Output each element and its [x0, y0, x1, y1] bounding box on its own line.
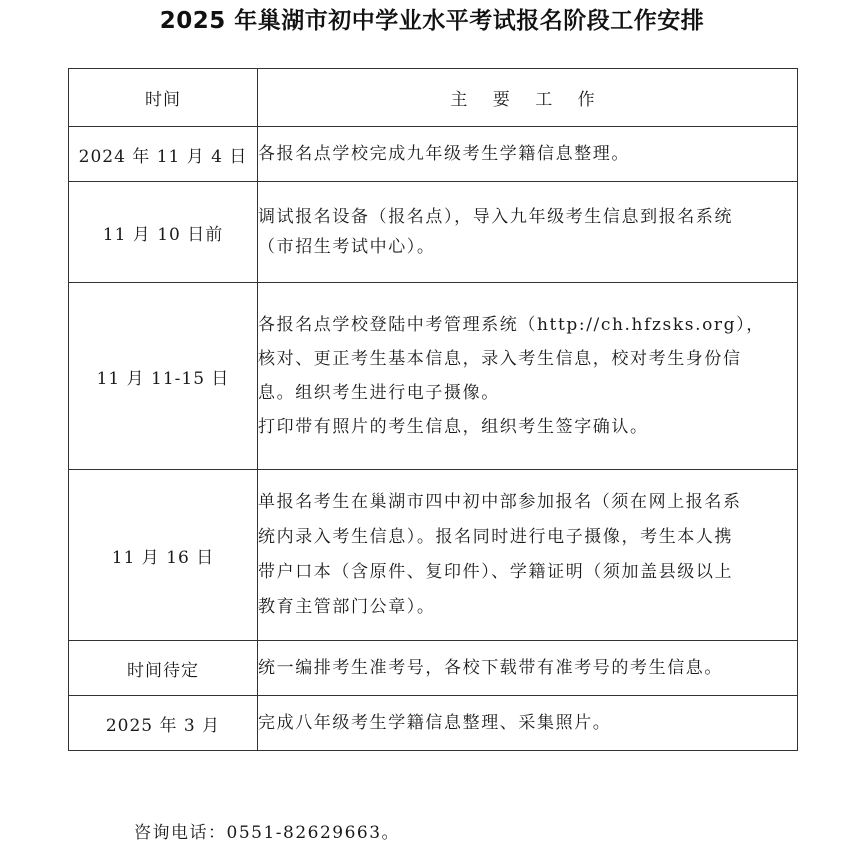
work-line: 统内录入考生信息）。报名同时进行电子摄像，考生本人携 — [258, 527, 734, 547]
row-time: 2025 年 3 月 — [69, 696, 258, 751]
work-line: 核对、更正考生基本信息，录入考生信息，校对考生身份信 — [258, 349, 742, 369]
work-line: 打印带有照片的考生信息，组织考生签字确认。 — [258, 417, 649, 437]
row-time: 11 月 11-15 日 — [69, 283, 258, 470]
work-line: 各报名点学校登陆中考管理系统（http://ch.hfzsks.org）， — [258, 315, 765, 335]
work-line: 完成八年级考生学籍信息整理、采集照片。 — [258, 713, 612, 733]
row-work — [258, 696, 798, 751]
work-line: 统一编排考生准考号，各校下载带有准考号的考生信息。 — [258, 658, 723, 678]
row-time: 11 月 10 日前 — [69, 182, 258, 283]
work-line: （市招生考试中心）。 — [258, 237, 436, 257]
table-header-row — [69, 69, 798, 127]
table-row — [69, 641, 798, 696]
column-header-work: 主 要 工 作 — [258, 69, 798, 127]
row-work — [258, 283, 798, 470]
schedule-table — [68, 68, 798, 751]
work-line: 教育主管部门公章）。 — [258, 597, 436, 617]
work-line: 息。组织考生进行电子摄像。 — [258, 383, 500, 403]
row-work — [258, 641, 798, 696]
row-time: 时间待定 — [69, 641, 258, 696]
table-row — [69, 696, 798, 751]
work-line: 调试报名设备（报名点），导入九年级考生信息到报名系统 — [258, 207, 734, 227]
table-row — [69, 283, 798, 470]
row-time: 11 月 16 日 — [69, 470, 258, 641]
contact-phone: 咨询电话：0551-82629663。 — [134, 823, 401, 843]
row-work — [258, 182, 798, 283]
row-time: 2024 年 11 月 4 日 — [69, 127, 258, 182]
table-row — [69, 182, 798, 283]
table-row — [69, 470, 798, 641]
row-work — [258, 127, 798, 182]
work-line: 各报名点学校完成九年级考生学籍信息整理。 — [258, 144, 630, 164]
work-line: 单报名考生在巢湖市四中初中部参加报名（须在网上报名系 — [258, 492, 742, 512]
row-work — [258, 470, 798, 641]
page-title: 2025 年巢湖市初中学业水平考试报名阶段工作安排 — [159, 8, 705, 34]
table-row — [69, 127, 798, 182]
work-line: 带户口本（含原件、复印件）、学籍证明（须加盖县级以上 — [258, 562, 734, 582]
column-header-time: 时间 — [69, 69, 258, 127]
